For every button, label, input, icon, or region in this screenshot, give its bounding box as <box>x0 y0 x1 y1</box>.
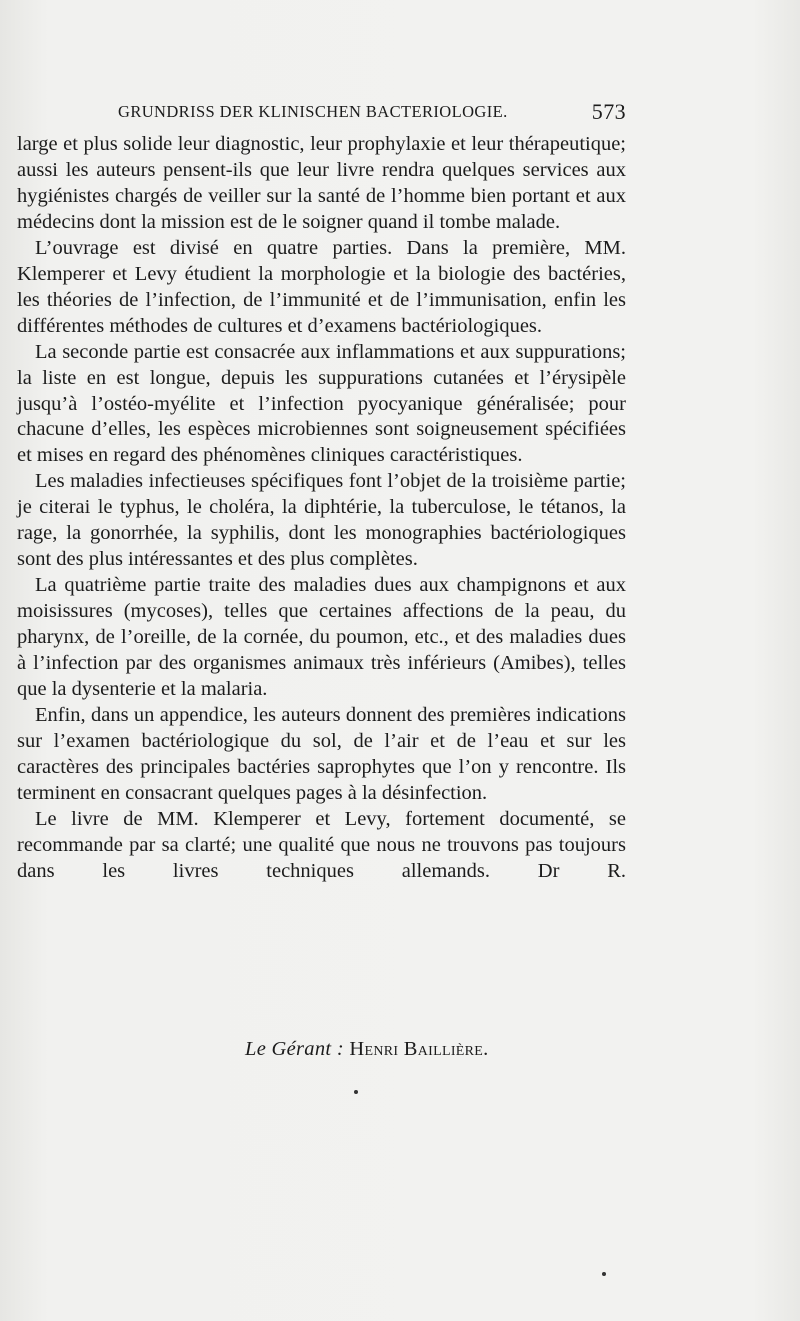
signature-label: Le Gérant : <box>245 1038 344 1060</box>
paragraph-signed: Le livre de MM. Klemperer et Levy, fortement documenté, se recommande par sa clarté; une qualité que nous ne trouvons pas toujours dans les livres techniques allemands. Dr R. <box>17 807 626 882</box>
publisher-signature <box>245 1038 489 1061</box>
paragraph: La seconde partie est consacrée aux inflammations et aux suppurations; la liste en est longue, depuis les suppurations cutanées et l’érysipèle jusqu’à l’ostéo-myélite et l’infection pyocyanique généralisée; pour chacune d’elles, les espèces microbiennes sont soigneusement spécifiées et mises en regard des phénomènes cliniques caractéristiques. <box>17 340 626 467</box>
paragraph: La quatrième partie traite des maladies dues aux champignons et aux moisissures (mycoses), telles que certaines affections de la peau, du pharynx, de l’oreille, de la cornée, du poumon, etc., et des maladies dues à l’infection par des organismes animaux très inférieurs (Amibes), telles que la dysenterie et la malaria. <box>17 574 626 701</box>
print-speck <box>354 1090 358 1094</box>
paragraph: Enfin, dans un appendice, les auteurs donnent des premières indications sur l’examen bactériologique du sol, de l’air et de l’eau et sur les caractères des principales bactéries saprophytes que l’on y rencontre. Ils terminent en consacrant quelques pages à la désinfection. <box>17 703 626 804</box>
review-text <box>17 132 626 885</box>
paragraph-continued: large et plus solide leur diagnostic, leur prophylaxie et leur thérapeutique; aussi les auteurs pensent-ils que leur livre rendra quelques services aux hygiénistes chargés de veiller sur la santé de l’homme bien portant et aux médecins dont la mission est de le soigner quand il tombe malade. <box>17 133 626 233</box>
print-speck <box>602 1272 606 1276</box>
signature-name: Henri Baillière. <box>349 1038 489 1060</box>
paragraph: Les maladies infectieuses spécifiques font l’objet de la troisième partie; je citerai le typhus, le choléra, la diphtérie, la tuberculose, le tétanos, la rage, la gonorrhée, la syphilis, dont les monographies bactériologiques sont des plus intéressantes et des plus complètes. <box>17 470 626 571</box>
page-number: 573 <box>591 99 626 124</box>
paragraph: L’ouvrage est divisé en quatre parties. Dans la première, MM. Klemperer et Levy étudient la morphologie et la biologie des bactéries, les théories de l’infection, de l’immunité et de l’immunisation, enfin les différentes méthodes de cultures et d’examens bactériologiques. <box>17 236 626 337</box>
running-title: GRUNDRISS DER KLINISCHEN BACTERIOLOGIE. <box>118 102 508 121</box>
